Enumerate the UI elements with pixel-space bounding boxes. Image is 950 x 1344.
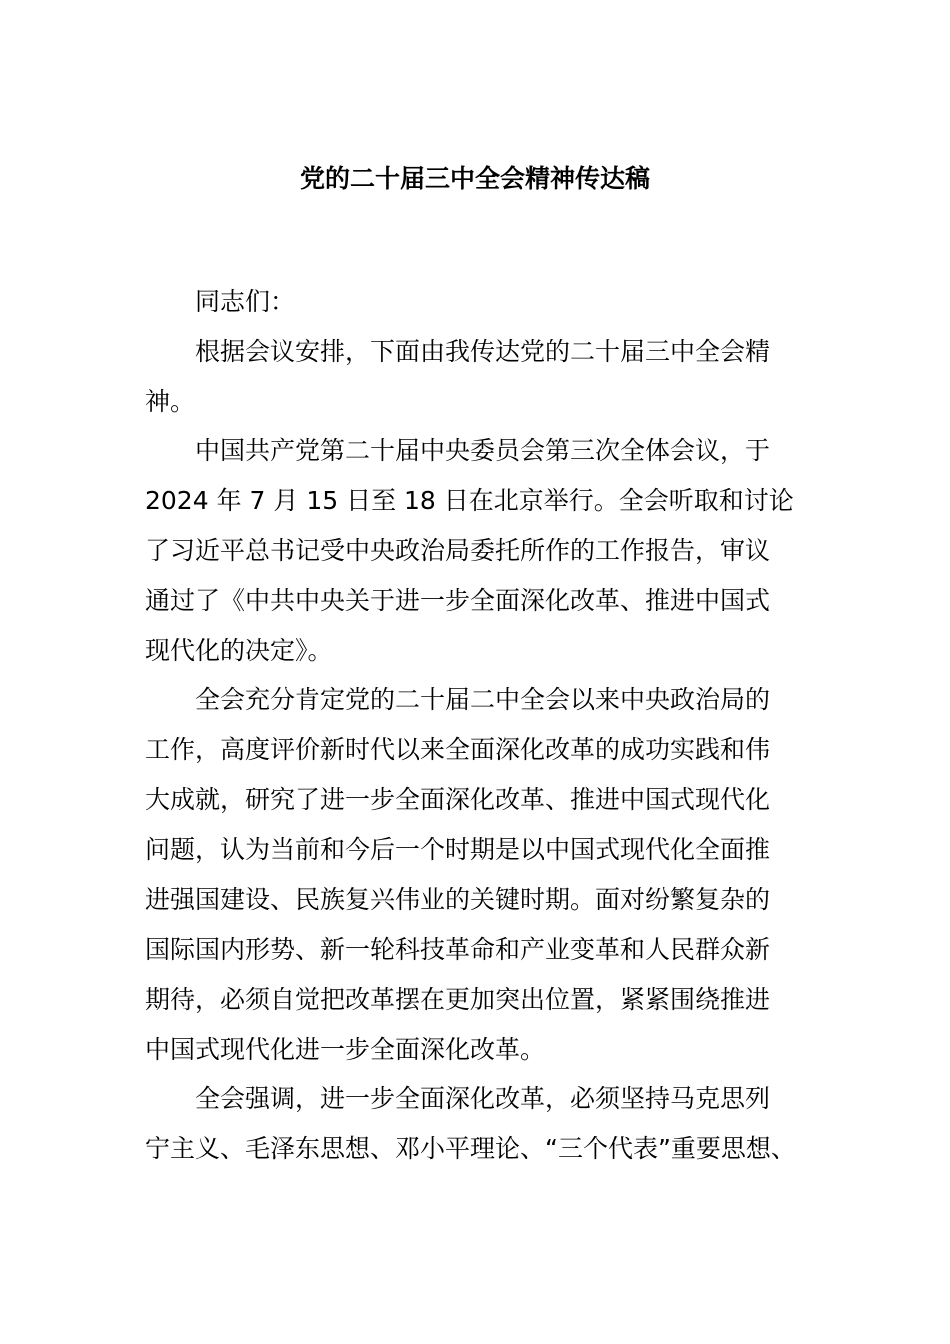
paragraph-line: 中国式现代化进一步全面深化改革。 [145, 1035, 546, 1064]
document-title: 党的二十届三中全会精神传达稿 [299, 164, 650, 193]
paragraph-line: 大成就，研究了进一步全面深化改革、推进中国式现代化 [145, 785, 771, 814]
paragraph-line: 宁主义、毛泽东思想、邓小平理论、“三个代表”重要思想、 [145, 1134, 796, 1163]
paragraph-line: 国际国内形势、新一轮科技革命和产业变革和人民群众新 [145, 935, 771, 964]
paragraph-line: 同志们： [195, 287, 296, 316]
paragraph-line: 全会强调，进一步全面深化改革，必须坚持马克思列 [195, 1084, 771, 1113]
paragraph-line: 通过了《中共中央关于进一步全面深化改革、推进中国式 [145, 586, 771, 615]
paragraph-line: 问题，认为当前和今后一个时期是以中国式现代化全面推 [145, 835, 771, 864]
paragraph-line: 全会充分肯定党的二十届二中全会以来中央政治局的 [195, 685, 771, 714]
paragraph-line: 进强国建设、民族复兴伟业的关键时期。面对纷繁复杂的 [145, 885, 771, 914]
paragraph-line: 根据会议安排，下面由我传达党的二十届三中全会精 [195, 337, 771, 366]
paragraph-line: 期待，必须自觉把改革摆在更加突出位置，紧紧围绕推进 [145, 985, 771, 1014]
paragraph-line: 现代化的决定》。 [145, 636, 333, 665]
paragraph-line: 了习近平总书记受中央政治局委托所作的工作报告，审议 [145, 536, 771, 565]
paragraph-line: 神。 [145, 387, 196, 416]
paragraph-line: 2024 年 7 月 15 日至 18 日在北京举行。全会听取和讨论 [145, 486, 794, 515]
paragraph-line: 工作，高度评价新时代以来全面深化改革的成功实践和伟 [145, 735, 771, 764]
paragraph-line: 中国共产党第二十届中央委员会第三次全体会议，于 [195, 436, 771, 465]
